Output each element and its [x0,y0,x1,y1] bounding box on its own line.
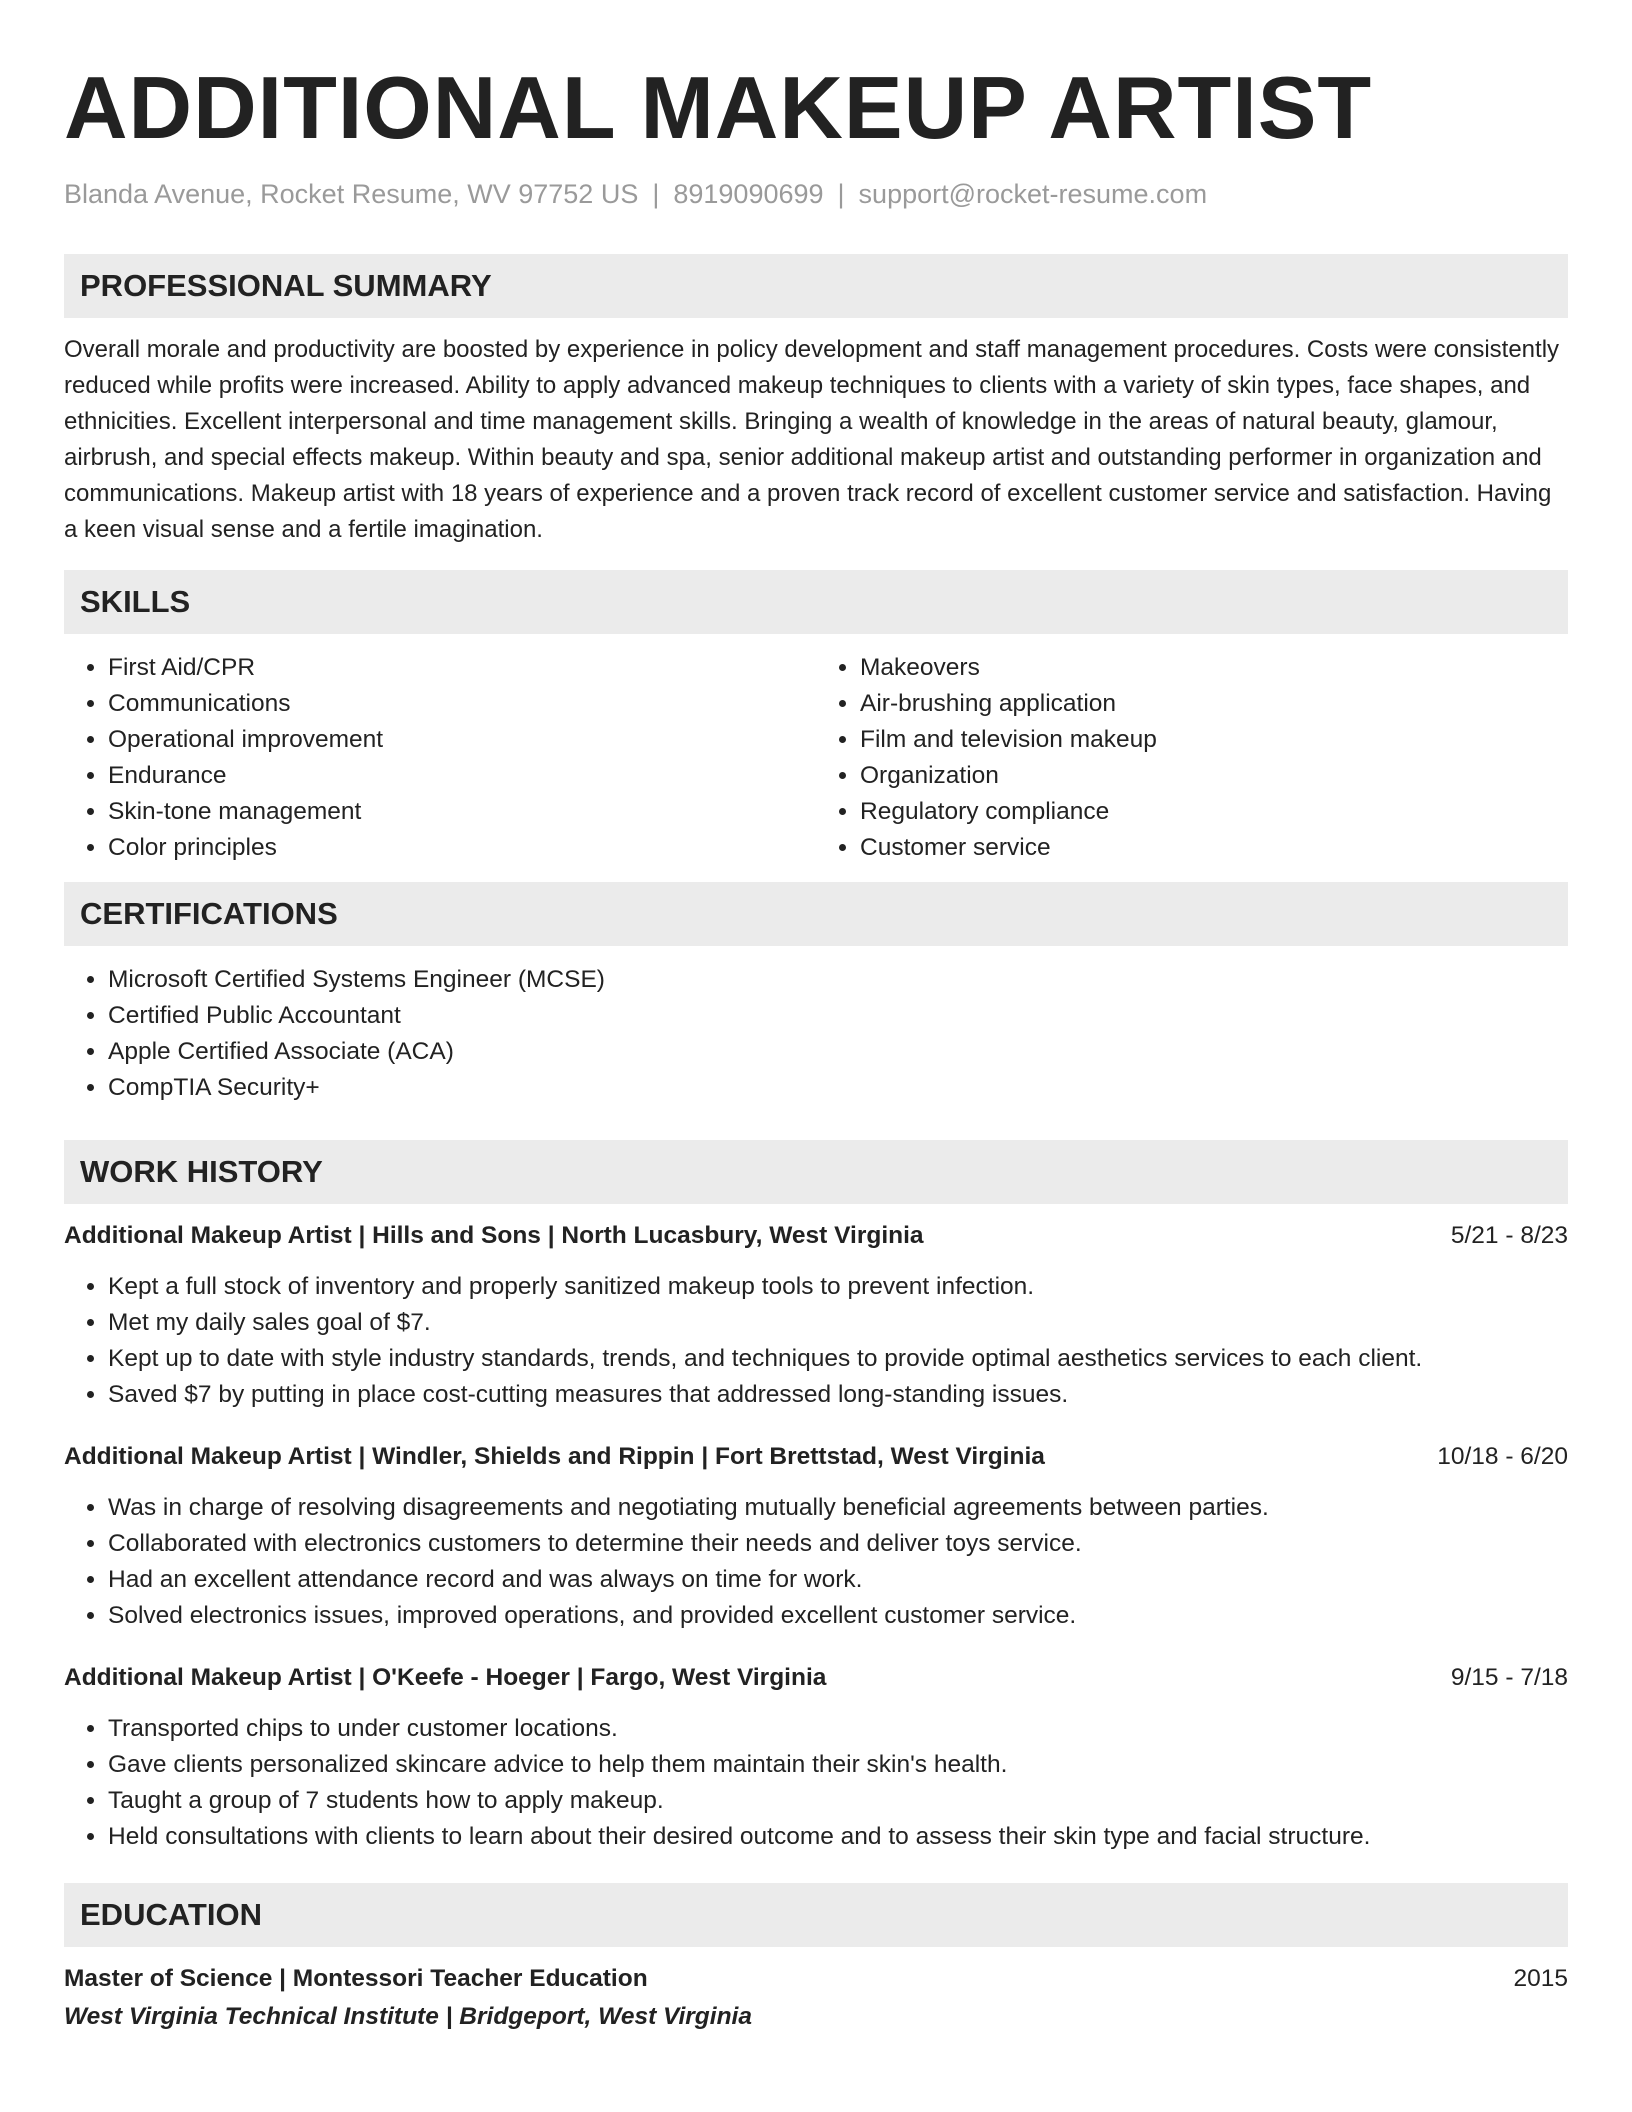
separator: | [837,179,845,209]
job-header [64,1439,1568,1475]
skills-right-list [816,650,1568,866]
address: Blanda Avenue, Rocket Resume, WV 97752 US [64,179,639,209]
job-dates: 10/18 - 6/20 [1437,1443,1568,1470]
job-bullets [64,1490,1568,1634]
job-entry [64,1660,1568,1855]
job-bullets [64,1711,1568,1855]
list-item: • Microsoft Certified Systems Engineer (MCSE) [108,962,1568,998]
resume-name: ADDITIONAL MAKEUP ARTIST [64,58,1373,157]
list-item: • Organization [860,758,1568,794]
contact-line [64,178,1568,210]
list-item: • Endurance [108,758,816,794]
section-heading-summary: PROFESSIONAL SUMMARY [64,254,1568,318]
job-title: Additional Makeup Artist | Windler, Shields and Rippin | Fort Brettstad, West Virginia [64,1443,1045,1470]
list-item: • Kept up to date with style industry standards, trends, and techniques to provide optimal aesthetics services to each client. [108,1341,1568,1377]
list-item: • Taught a group of 7 students how to apply makeup. [108,1783,1568,1819]
list-item: • Solved electronics issues, improved operations, and provided excellent customer service. [108,1598,1568,1634]
education-header [64,1961,1568,1997]
job-entry [64,1218,1568,1413]
list-item: • Was in charge of resolving disagreements and negotiating mutually beneficial agreements between parties. [108,1490,1568,1526]
list-item: • Held consultations with clients to learn about their desired outcome and to assess their skin type and facial structure. [108,1819,1568,1855]
certifications-list [64,962,1568,1106]
list-item: • Kept a full stock of inventory and properly sanitized makeup tools to prevent infection. [108,1269,1568,1305]
section-heading-skills: SKILLS [64,570,1568,634]
list-item: • Saved $7 by putting in place cost-cutting measures that addressed long-standing issues. [108,1377,1568,1413]
list-item: • Regulatory compliance [860,794,1568,830]
job-dates: 5/21 - 8/23 [1450,1222,1568,1249]
section-heading-work-history: WORK HISTORY [64,1140,1568,1204]
list-item: • Gave clients personalized skincare advice to help them maintain their skin's health. [108,1747,1568,1783]
education-school: West Virginia Technical Institute | Bridgeport, West Virginia [64,2003,752,2030]
job-title: Additional Makeup Artist | O'Keefe - Hoeger | Fargo, West Virginia [64,1664,827,1691]
job-header [64,1218,1568,1254]
job-entry [64,1439,1568,1634]
list-item: • Apple Certified Associate (ACA) [108,1034,1568,1070]
list-item: • Communications [108,686,816,722]
email-link[interactable]: support@rocket-resume.com [858,179,1208,209]
list-item: • Air-brushing application [860,686,1568,722]
job-title: Additional Makeup Artist | Hills and Sons | North Lucasbury, West Virginia [64,1222,924,1249]
job-bullets [64,1269,1568,1413]
list-item: • Transported chips to under customer locations. [108,1711,1568,1747]
job-dates: 9/15 - 7/18 [1450,1664,1568,1691]
phone: 8919090699 [673,179,824,209]
job-header [64,1660,1568,1696]
list-item: • Collaborated with electronics customers to determine their needs and deliver toys service. [108,1526,1568,1562]
list-item: • CompTIA Security+ [108,1070,1568,1106]
list-item: • First Aid/CPR [108,650,816,686]
list-item: • Certified Public Accountant [108,998,1568,1034]
list-item: • Color principles [108,830,816,866]
list-item: • Film and television makeup [860,722,1568,758]
section-heading-certifications: CERTIFICATIONS [64,882,1568,946]
skills-left-list [64,650,816,866]
section-heading-education: EDUCATION [64,1883,1568,1947]
summary-text: Overall morale and productivity are boosted by experience in policy development and staff management procedures. Costs were consistently reduced while profits were increased. Ability to apply advanced makeup techniques to clients with a variety of skin types, face shapes, and ethnicities. Excellent interpersonal and time management skills. Bringing a wealth of knowledge in the areas of natural beauty, glamour, airbrush, and special effects makeup. Within beauty and spa, senior additional makeup artist and outstanding performer in organization and communications. Makeup artist with 18 years of experience and a proven track record of excellent customer service and satisfaction. Having a keen visual sense and a fertile imagination. [64,336,1560,543]
education-year: 2015 [1513,1965,1568,1992]
list-item: • Met my daily sales goal of $7. [108,1305,1568,1341]
list-item: • Skin-tone management [108,794,816,830]
list-item: • Customer service [860,830,1568,866]
skills-columns [64,650,1568,866]
separator: | [652,179,660,209]
list-item: • Operational improvement [108,722,816,758]
list-item: • Makeovers [860,650,1568,686]
list-item: • Had an excellent attendance record and was always on time for work. [108,1562,1568,1598]
education-degree: Master of Science | Montessori Teacher Education [64,1965,648,1992]
